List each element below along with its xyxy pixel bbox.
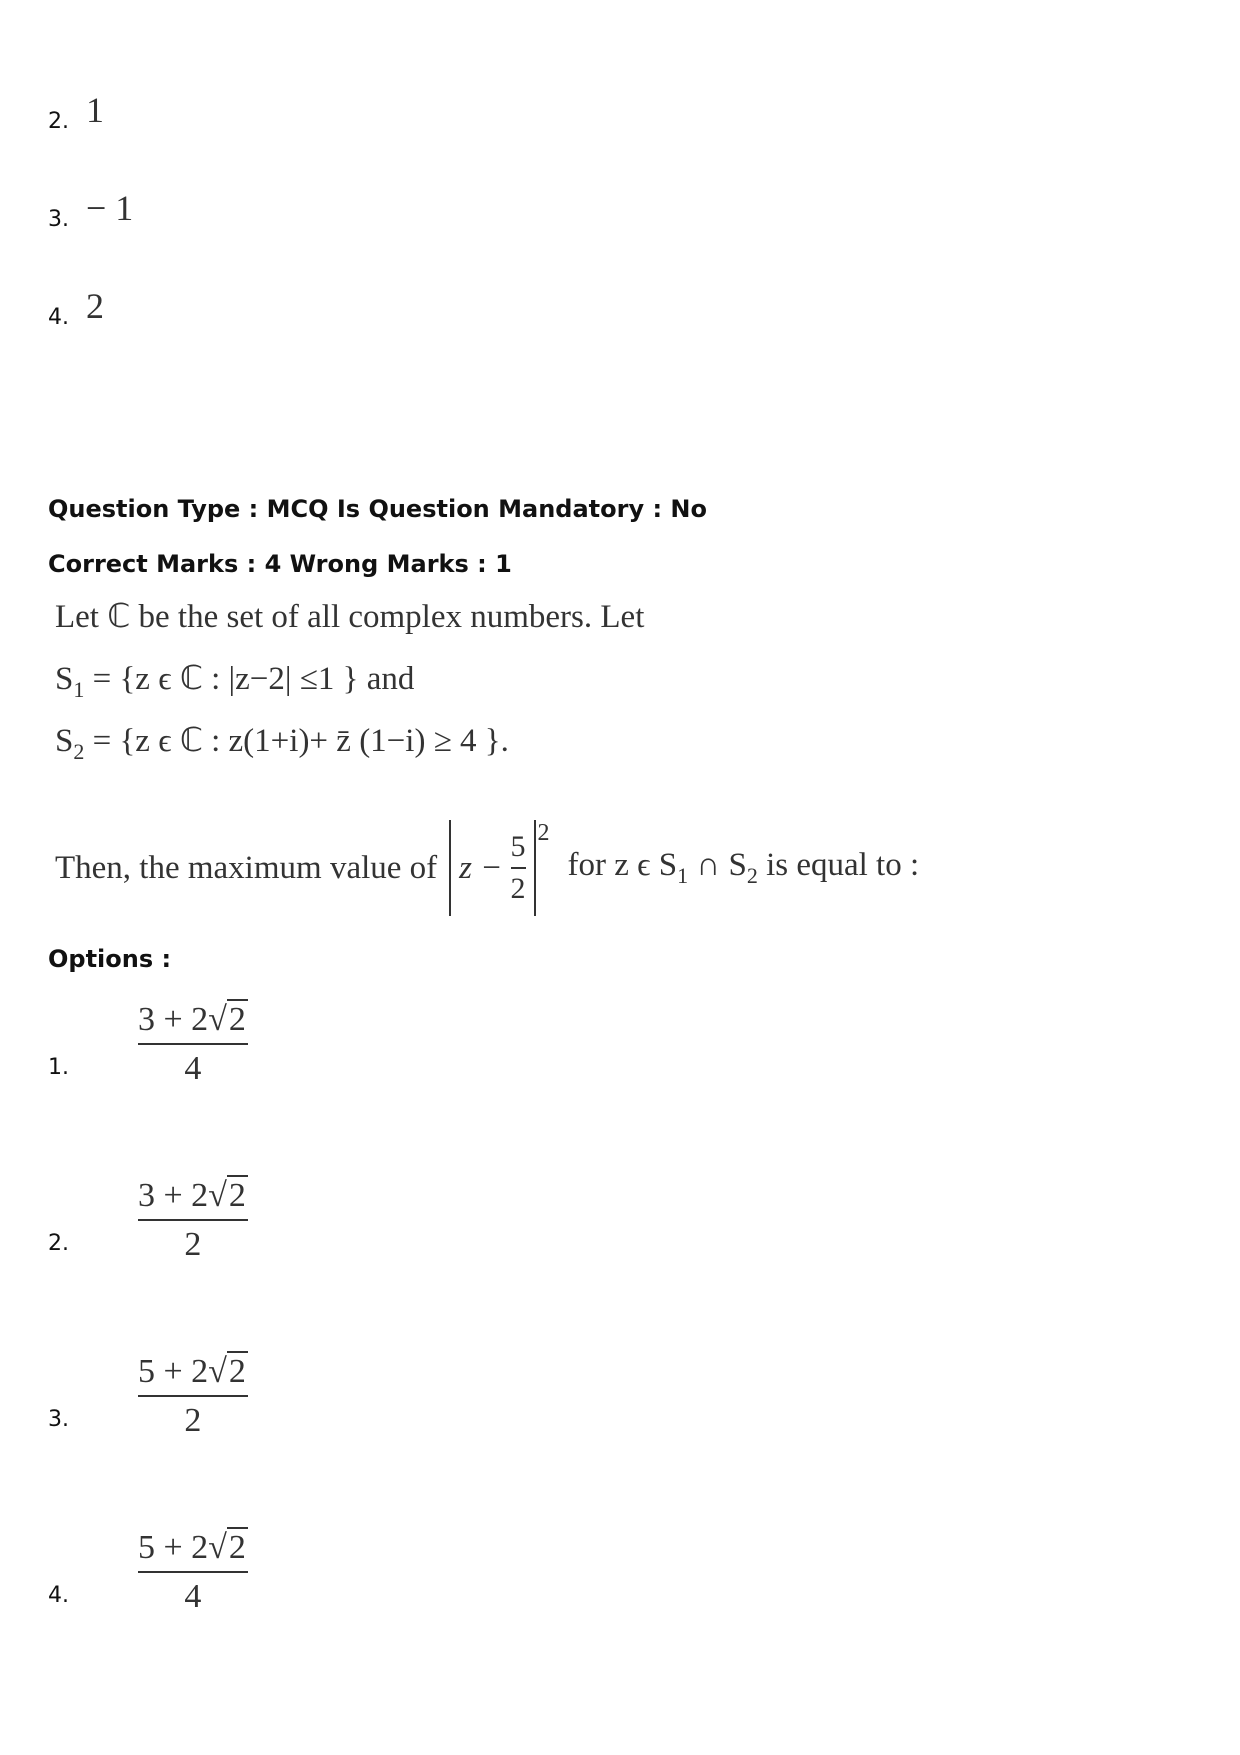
- option-fraction: [138, 1000, 248, 1088]
- radicand: 2: [228, 1529, 246, 1566]
- abs-z: z −: [459, 849, 503, 886]
- option-value: 1: [86, 90, 104, 130]
- s1-label: S: [55, 661, 74, 697]
- numerator-a: 5 + 2: [138, 1529, 209, 1566]
- option-number: 2.: [48, 1231, 69, 1257]
- abs-expression: [449, 820, 535, 916]
- option-2[interactable]: [48, 1176, 248, 1264]
- fraction-bar: [138, 1043, 248, 1045]
- question-line-1: Let ℂ be the set of all complex numbers. Let: [55, 599, 645, 635]
- s2-definition: = {z ϵ ℂ : z(1+i)+ z̄ (1−i) ≥ 4 }.: [84, 723, 509, 759]
- numerator-a: 3 + 2: [138, 1001, 209, 1038]
- s2-subscript: 2: [73, 739, 85, 764]
- for-sub-2: 2: [746, 863, 758, 888]
- frac-numerator: 5: [510, 830, 526, 863]
- sqrt-symbol: √2: [208, 1353, 246, 1390]
- fraction-bar: [138, 1395, 248, 1397]
- option-fraction: [138, 1176, 248, 1264]
- frac-denominator: 2: [510, 872, 526, 905]
- sqrt-symbol: √2: [208, 1529, 246, 1566]
- question-s1: [55, 658, 414, 703]
- s1-definition: = {z ϵ ℂ : |z−2| ≤1 } and: [84, 661, 415, 697]
- option-value: 2: [86, 286, 104, 326]
- option-fraction: [138, 1352, 248, 1440]
- denominator: 4: [184, 1578, 202, 1616]
- numerator-a: 5 + 2: [138, 1353, 209, 1390]
- numerator-a: 3 + 2: [138, 1177, 209, 1214]
- prev-option-3: [48, 190, 133, 232]
- option-number: 4.: [48, 1583, 69, 1609]
- option-fraction: [138, 1528, 248, 1616]
- prev-option-2: [48, 92, 104, 134]
- for-label: for z ϵ S: [567, 847, 678, 883]
- prev-option-4: [48, 288, 104, 330]
- options-label: Options :: [48, 945, 172, 973]
- radicand: 2: [228, 1177, 246, 1214]
- denominator: 2: [184, 1226, 202, 1264]
- five-halves: [511, 830, 526, 906]
- s1-subscript: 1: [73, 677, 85, 702]
- then-text: Then, the maximum value of: [55, 849, 438, 886]
- radicand: 2: [228, 1001, 246, 1038]
- abs-exponent: 2: [537, 820, 550, 846]
- sqrt-symbol: √2: [208, 1177, 246, 1214]
- option-number: 2.: [48, 109, 69, 134]
- frac-bar: [511, 867, 526, 869]
- question-type-line: Question Type : MCQ Is Question Mandatory : No: [48, 495, 707, 523]
- option-4[interactable]: [48, 1528, 248, 1616]
- question-s2: [55, 720, 509, 765]
- option-number: 3.: [48, 207, 69, 232]
- for-text: [568, 847, 920, 889]
- option-number: 3.: [48, 1407, 69, 1433]
- option-number: 1.: [48, 1055, 69, 1081]
- option-3[interactable]: [48, 1352, 248, 1440]
- option-1[interactable]: [48, 1000, 248, 1088]
- fraction-bar: [138, 1219, 248, 1221]
- for-sub-1: 1: [677, 863, 689, 888]
- denominator: 4: [184, 1050, 202, 1088]
- question-then-line: [55, 820, 919, 916]
- sqrt-symbol: √2: [208, 1001, 246, 1038]
- s2-label: S: [55, 723, 74, 759]
- radicand: 2: [228, 1353, 246, 1390]
- denominator: 2: [184, 1402, 202, 1440]
- end-text: is equal to :: [757, 847, 920, 883]
- option-value: − 1: [86, 188, 134, 228]
- fraction-bar: [138, 1571, 248, 1573]
- intersection: ∩ S: [688, 847, 747, 883]
- option-number: 4.: [48, 305, 69, 330]
- marks-line: Correct Marks : 4 Wrong Marks : 1: [48, 550, 512, 578]
